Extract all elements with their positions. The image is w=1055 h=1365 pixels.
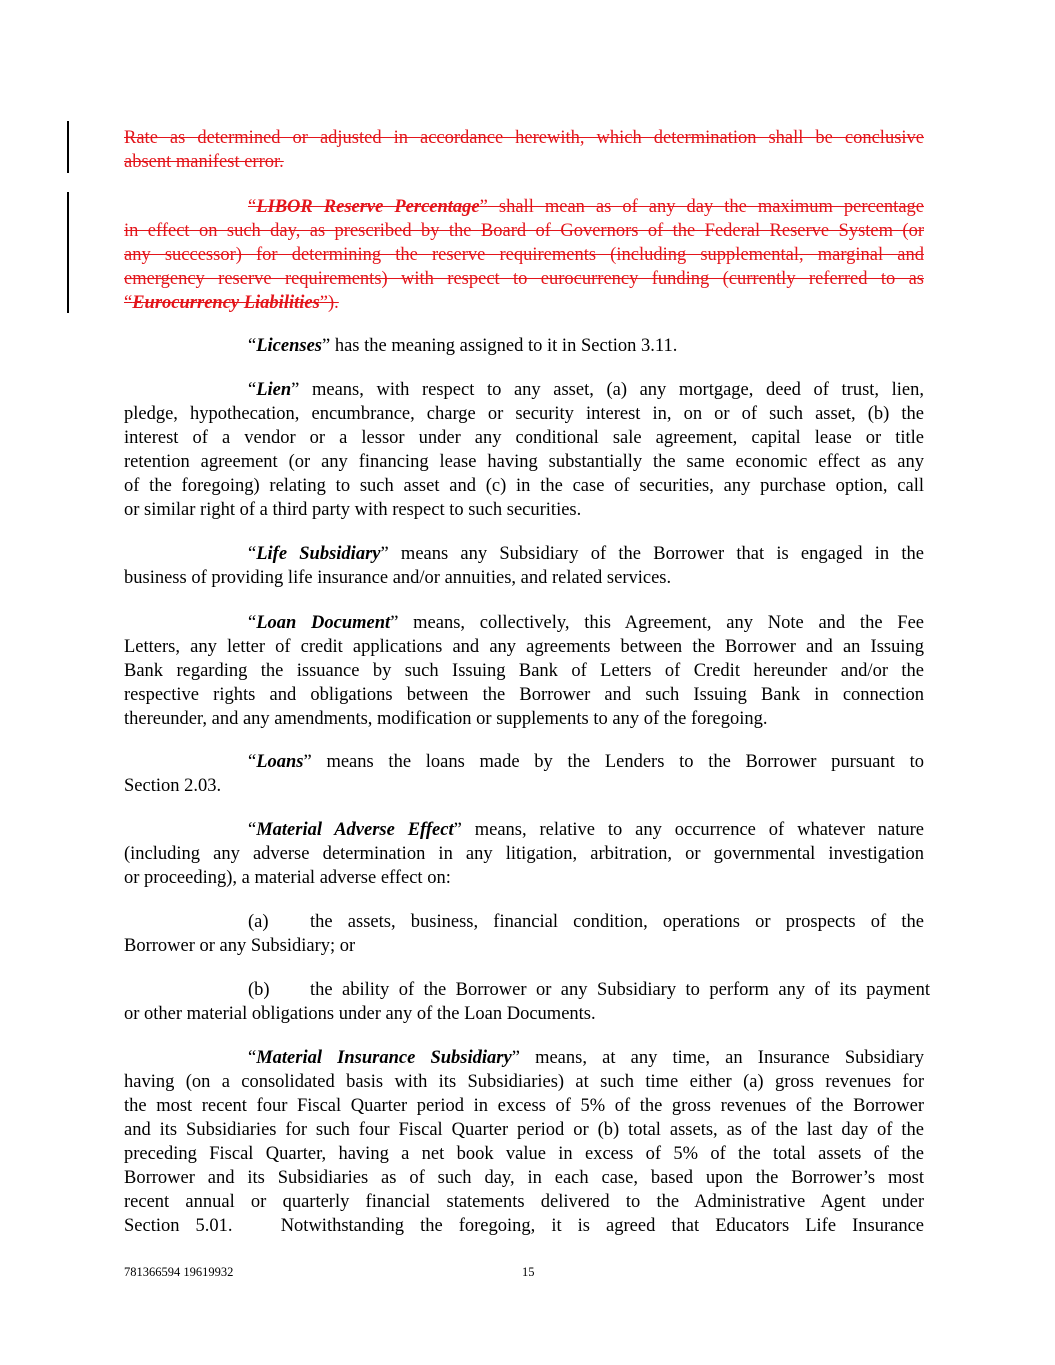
text-line: “Loan Document” means, collectively, this Agreement, any Note and the Fee [248, 613, 924, 633]
text-line: retention agreement (or any financing lease having substantially the same economic effect as any [124, 452, 924, 472]
text-line: in effect on such day, as prescribed by the Board of Governors of the Federal Reserve System (or [124, 221, 924, 241]
text-line: or other material obligations under any of the Loan Documents. [124, 1004, 596, 1024]
defined-term: Material Insurance Subsidiary [256, 1048, 512, 1068]
text-line: “Loans” means the loans made by the Lenders to the Borrower pursuant to [248, 752, 924, 772]
text-line: respective rights and obligations between the Borrower and such Issuing Bank in connection [124, 685, 924, 705]
change-bar [67, 121, 69, 173]
text-line: or similar right of a third party with respect to such securities. [124, 500, 582, 520]
text-line: “Lien” means, with respect to any asset, (a) any mortgage, deed of trust, lien, [248, 380, 924, 400]
text-line: “Life Subsidiary” means any Subsidiary of the Borrower that is engaged in the [248, 544, 924, 564]
deleted-definition-libor-reserve-percentage [124, 195, 924, 315]
text-line: “Material Adverse Effect” means, relative to any occurrence of whatever nature [248, 820, 925, 840]
text-line: pledge, hypothecation, encumbrance, charge or security interest in, on or of such asset, (b) the [124, 404, 924, 424]
text-line: absent manifest error. [124, 152, 284, 172]
clause-label: (b) [248, 980, 270, 1000]
defined-term: Loans [256, 752, 304, 772]
text-line: thereunder, and any amendments, modification or supplements to any of the foregoing. [124, 709, 768, 729]
defined-term: LIBOR Reserve Percentage [256, 197, 480, 217]
text-line: Section 5.01. Notwithstanding the foregoing, it is agreed that Educators Life Insurance [124, 1216, 924, 1236]
text-line: “Eurocurrency Liabilities”). [124, 293, 339, 313]
definition-material-adverse-effect [124, 818, 924, 890]
text-line: any successor) for determining the reserve requirements (including supplemental, marginal and [124, 245, 924, 265]
deleted-paragraph [124, 126, 924, 174]
footer-doc-id: 781366594 19619932 [124, 1265, 234, 1279]
text-line: (b) the ability of the Borrower or any Subsidiary to perform any of its payment [248, 980, 930, 1000]
defined-term: Lien [256, 380, 292, 400]
text-line: “LIBOR Reserve Percentage” shall mean as of any day the maximum percentage [248, 197, 924, 217]
text-line: recent annual or quarterly financial statements delivered to the Administrative Agent under [124, 1192, 924, 1212]
clause-a [124, 910, 924, 958]
definition-loan-document [124, 611, 924, 731]
change-bar [67, 192, 69, 313]
defined-term: Life Subsidiary [256, 544, 381, 564]
text-line: having (on a consolidated basis with its Subsidiaries) at such time either (a) gross revenues for [124, 1072, 924, 1092]
text-line: Borrower or any Subsidiary; or [124, 936, 356, 956]
page-number: 15 [522, 1265, 535, 1279]
text-line: Borrower and its Subsidiaries as of such day, in each case, based upon the Borrower’s most [124, 1168, 924, 1188]
text-line: Letters, any letter of credit applications and any agreements between the Borrower and an Issuing [124, 637, 924, 657]
definition-lien [124, 378, 924, 522]
text-line: (including any adverse determination in any litigation, arbitration, or governmental investigation [124, 844, 924, 864]
definition-material-insurance-subsidiary [124, 1046, 924, 1238]
definition-loans [124, 750, 924, 798]
clause-label: (a) [248, 912, 269, 932]
text-line: Rate as determined or adjusted in accordance herewith, which determination shall be conclusive [124, 128, 924, 148]
text-line: the most recent four Fiscal Quarter period in excess of 5% of the gross revenues of the Borrower [124, 1096, 924, 1116]
defined-term: Material Adverse Effect [256, 820, 454, 840]
text-line: “Material Insurance Subsidiary” means, at any time, an Insurance Subsidiary [248, 1048, 924, 1068]
text-line: or proceeding), a material adverse effect on: [124, 868, 451, 888]
text-line: emergency reserve requirements) with respect to eurocurrency funding (currently referred to as [124, 269, 924, 289]
definition-licenses [124, 334, 924, 358]
text-line: Bank regarding the issuance by such Issuing Bank of Letters of Credit hereunder and/or the [124, 661, 924, 681]
text-line: (a) the assets, business, financial condition, operations or prospects of the [248, 912, 924, 932]
text-line: and its Subsidiaries for such four Fiscal Quarter period or (b) total assets, as of the last day of the [124, 1120, 924, 1140]
defined-term: Eurocurrency Liabilities [132, 293, 320, 313]
text-line: “Licenses” has the meaning assigned to it in Section 3.11. [248, 336, 678, 356]
text-line: preceding Fiscal Quarter, having a net book value in excess of 5% of the total assets of the [124, 1144, 924, 1164]
text-line: business of providing life insurance and/or annuities, and related services. [124, 568, 672, 588]
clause-b [124, 978, 930, 1026]
text-line: of the foregoing) relating to such asset and (c) in the case of securities, any purchase option, call [124, 476, 924, 496]
defined-term: Licenses [256, 336, 322, 356]
text-line: Section 2.03. [124, 776, 222, 796]
definition-life-subsidiary [124, 542, 924, 590]
text-line: interest of a vendor or a lessor under any conditional sale agreement, capital lease or title [124, 428, 924, 448]
defined-term: Loan Document [256, 613, 391, 633]
